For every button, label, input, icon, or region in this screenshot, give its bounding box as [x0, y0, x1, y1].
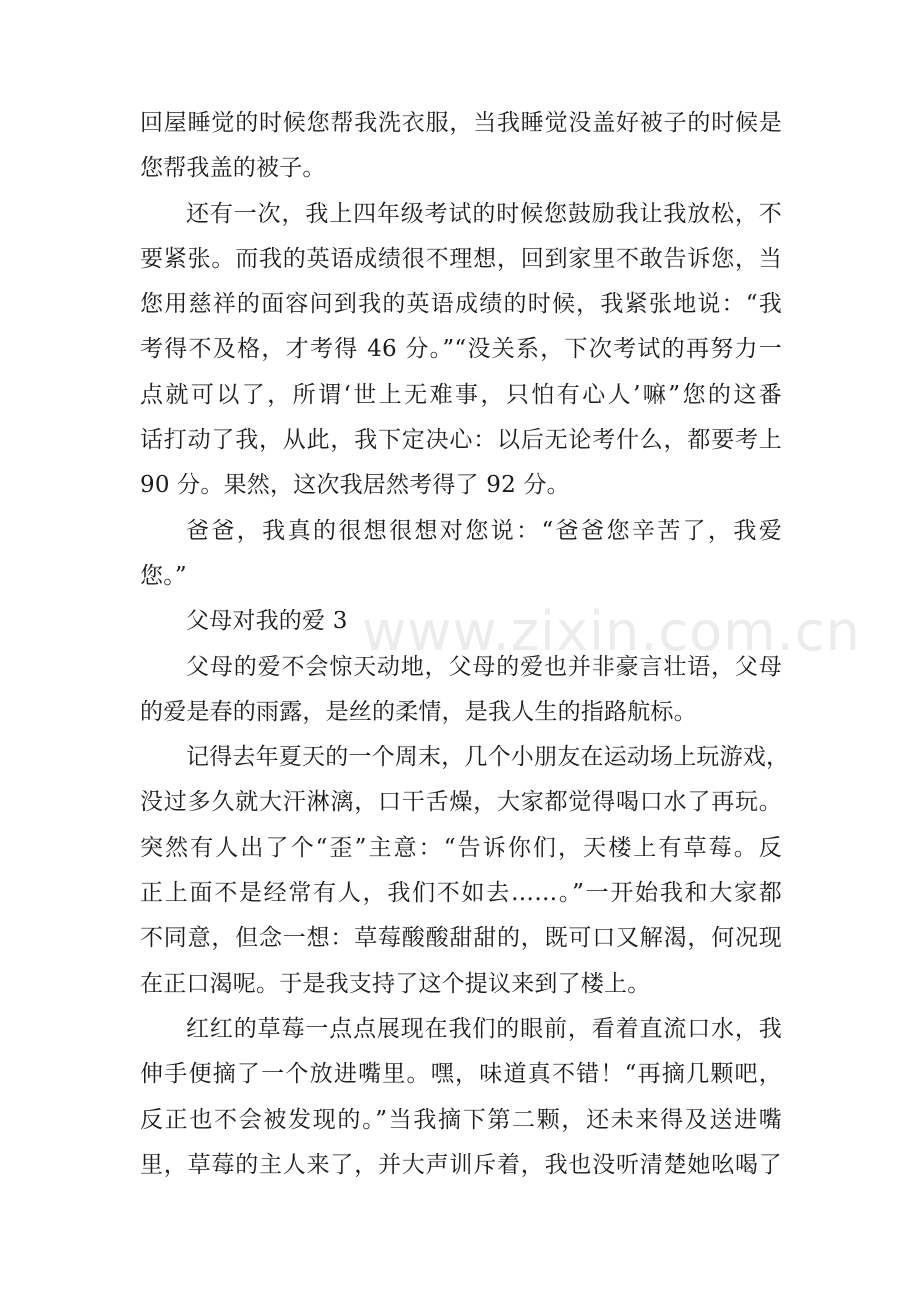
- text-line: 伸手便摘了一个放进嘴里。嘿，味道真不错！“再摘几颗吧，: [140, 1061, 782, 1088]
- text-line: 在正口渴呢。于是我支持了这个提议来到了楼上。: [140, 970, 651, 997]
- text-line: 正上面不是经常有人，我们不如去……。”一开始我和大家都: [140, 880, 782, 907]
- text-line: 的爱是春的雨露，是丝的柔情，是我人生的指路航标。: [140, 698, 697, 725]
- text-line: 不同意，但念一想：草莓酸酸甜甜的，既可口又解渴，何况现: [140, 925, 782, 952]
- text-line: 突然有人出了个“歪”主意：“告诉你们，天楼上有草莓。反: [140, 834, 782, 861]
- section-heading: 父母对我的爱 3: [186, 608, 348, 635]
- text-line: 爸爸，我真的很想很想对您说：“爸爸您辛苦了，我爱: [186, 517, 782, 544]
- text-line: 反正也不会被发现的。”当我摘下第二颗，还未来得及送进嘴: [140, 1106, 782, 1133]
- text-line: 您帮我盖的被子。: [140, 155, 326, 182]
- text-line: 90 分。果然，这次我居然考得了 92 分。: [140, 472, 570, 499]
- text-line: 您用慈祥的面容问到我的英语成绩的时候，我紧张地说：“我: [140, 291, 782, 318]
- article-body: [140, 101, 790, 1188]
- text-line: 还有一次，我上四年级考试的时候您鼓励我让我放松，不: [186, 200, 782, 227]
- text-line: 红红的草莓一点点展现在我们的眼前，看着直流口水，我: [186, 1015, 782, 1042]
- text-line: 记得去年夏天的一个周末，几个小朋友在运动场上玩游戏，: [186, 744, 790, 771]
- text-line: 里，草莓的主人来了，并大声训斥着，我也没听清楚她吆喝了: [140, 1151, 782, 1178]
- text-line: 话打动了我，从此，我下定决心：以后无论考什么，都要考上: [140, 427, 782, 454]
- text-line: 您。”: [140, 562, 187, 589]
- text-line: 没过多久就大汗淋漓，口干舌燥，大家都觉得喝口水了再玩。: [140, 789, 782, 816]
- text-line: 考得不及格，才考得 46 分。”“没关系，下次考试的再努力一: [140, 336, 782, 363]
- watermark: www.zixin.com.cn: [362, 600, 861, 663]
- text-line: 点就可以了，所谓‘世上无难事，只怕有心人’嘛”您的这番: [140, 381, 782, 408]
- text-line: 回屋睡觉的时候您帮我洗衣服，当我睡觉没盖好被子的时候是: [140, 110, 782, 136]
- text-line: 要紧张。而我的英语成绩很不理想，回到家里不敢告诉您，当: [140, 245, 782, 272]
- text-line: 父母的爱不会惊天动地，父母的爱也并非豪言壮语，父母: [186, 653, 782, 680]
